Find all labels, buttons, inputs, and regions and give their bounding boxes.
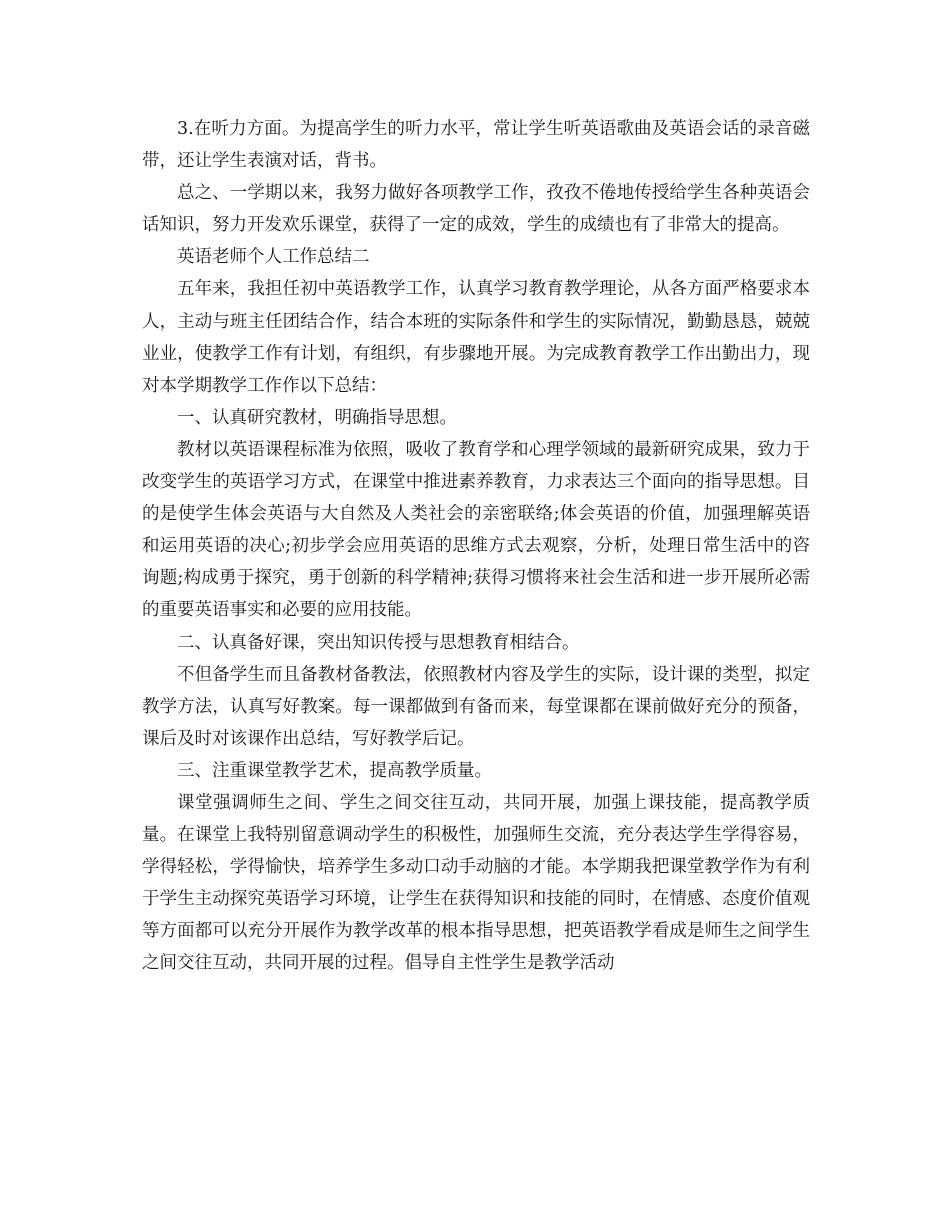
paragraph-listening: 3.在听力方面。为提高学生的听力水平，常让学生听英语歌曲及英语会话的录音磁带，还让学生表演对话，背书。 bbox=[142, 119, 810, 172]
heading-one: 一、认真研究教材，明确指导思想。 bbox=[177, 407, 457, 428]
paragraph-classroom: 课堂强调师生之间、学生之间交往互动，共同开展，加强上课技能，提高教学质量。在课堂上我特别留意调动学生的积极性，加强师生交流，充分表达学生学得容易，学得轻松，学得愉快，培养学生多动口动手动脑的才能。本学期我把课堂教学作为有利于学生主动探究英语学习环境，让学生在获得知识和技能的同时，在情感、态度价值观等方面都可以充分开展作为教学改革的根本指导思想，把英语教学看成是师生之间学生之间交往互动，共同开展的过程。倡导自主性学生是教学活动 bbox=[142, 792, 810, 974]
document-body bbox=[142, 113, 810, 980]
heading-three: 三、注重课堂教学艺术，提高教学质量。 bbox=[177, 760, 492, 781]
paragraph-lesson-prep: 不但备学生而且备教材备教法，依照教材内容及学生的实际，设计课的类型，拟定教学方法，认真写好教案。每一课都做到有备而来，每堂课都在课前做好充分的预备，课后及时对该课作出总结，写好教学后记。 bbox=[142, 664, 810, 749]
paragraph-intro: 五年来，我担任初中英语教学工作，认真学习教育教学理论，从各方面严格要求本人，主动与班主任团结合作，结合本班的实际条件和学生的实际情况，勤勤恳恳，兢兢业业，使教学工作有计划，有组织，有步骤地开展。为完成教育教学工作出勤出力，现对本学期教学工作作以下总结： bbox=[142, 279, 810, 396]
paragraph-textbook: 教材以英语课程标准为依照，吸收了教育学和心理学领域的最新研究成果，致力于改变学生的英语学习方式，在课堂中推进素养教育，力求表达三个面向的指导思想。目的是使学生体会英语与大自然及人类社会的亲密联络;体会英语的价值，加强理解英语和运用英语的决心;初步学会应用英语的思维方式去观察，分析，处理日常生活中的咨询题;构成勇于探究，勇于创新的科学精神;获得习惯将来社会生活和进一步开展所必需的重要英语事实和必要的应用技能。 bbox=[142, 439, 810, 621]
section-title: 英语老师个人工作总结二 bbox=[177, 247, 370, 268]
paragraph-summary: 总之、一学期以来，我努力做好各项教学工作，孜孜不倦地传授给学生各种英语会话知识，努力开发欢乐课堂，获得了一定的成效，学生的成绩也有了非常大的提高。 bbox=[142, 183, 810, 236]
heading-two: 二、认真备好课，突出知识传授与思想教育相结合。 bbox=[177, 632, 580, 653]
